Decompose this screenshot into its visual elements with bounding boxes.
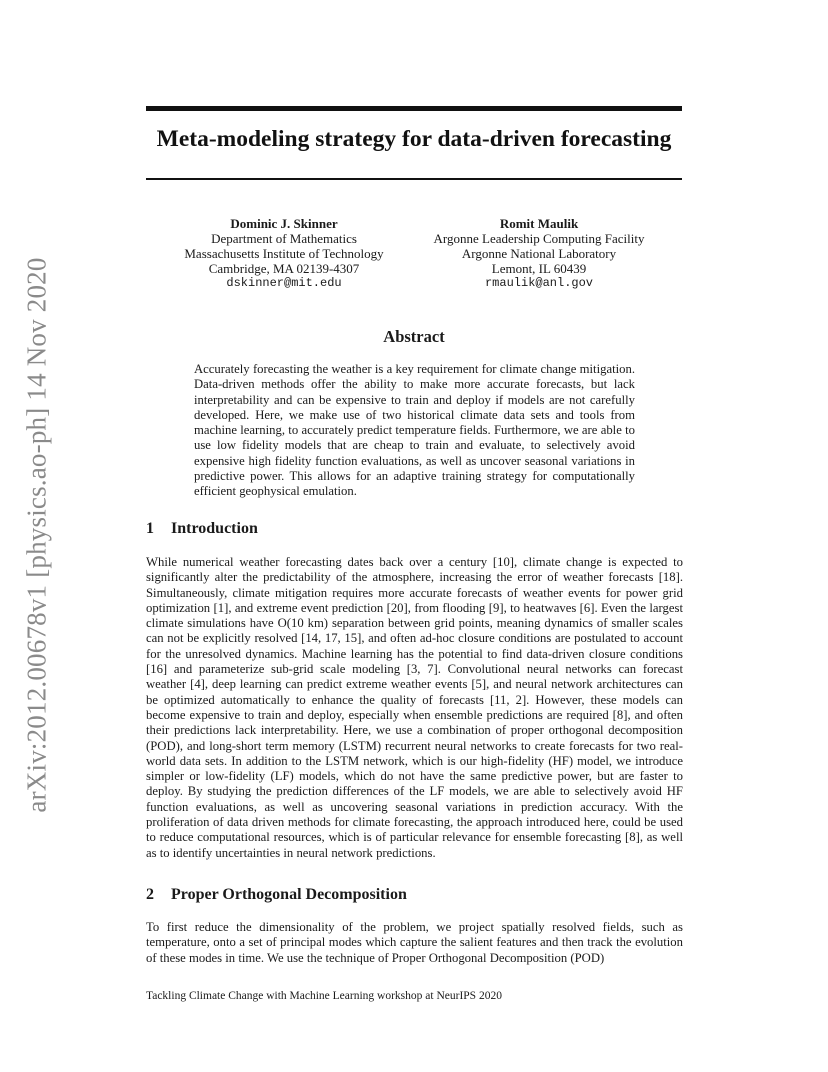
title-top-rule: [146, 106, 682, 111]
author-affiliation-line: Lemont, IL 60439: [491, 261, 587, 276]
section-title: Proper Orthogonal Decomposition: [171, 886, 407, 903]
workshop-footnote: Tackling Climate Change with Machine Learning workshop at NeurIPS 2020: [146, 990, 502, 1002]
author-affiliation-line: Argonne Leadership Computing Facility: [433, 231, 645, 246]
introduction-paragraph: While numerical weather forecasting dates back over a century [10], climate change is expected to significantly alter the predictability of the atmosphere, increasing the error of weather forecasts [18]. Simultaneously, climate mitigation requires more accurate forecasts of weather events for power grid optimization [1], and extreme event prediction [20], from flooding [9], to heatwaves [6]. Even the largest climate simulations have O(10 km) separation between grid points, meaning dynamics of smaller scales can not be explicitly resolved [14, 17, 15], and often ad-hoc closure conditions are postulated to account for the unresolved dynamics. Machine learning has the potential to find data-driven closure conditions [16] and parameterize sub-grid scale modeling [3, 7]. Convolutional neural networks can forecast weather [4], deep learning can predict extreme weather events [5], and neural network architectures can be optimized automatically to enhance the quality of forecasts [11, 2]. However, these models can become expensive to train and deploy, especially when ensemble predictions are required [8], and often their predictions lack interpretability. Here, we use a combination of proper orthogonal decomposition (POD), and long-short term memory (LSTM) recurrent neural networks to create forecasts for two real-world data sets. In addition to the LSTM network, which is our high-fidelity (HF) model, we introduce simpler or low-fidelity (LF) models, which do not have the same predictive power, but are faster to deploy. By studying the prediction differences of the LF models, we are able to selectively avoid HF function evaluations, as well as uncovering seasonal variations in prediction accuracy. With the proliferation of data driven methods for climate forecasting, the approach introduced here, could be used to reduce computational resources, which is of particular relevance for ensemble forecasting [8], as well as to identify uncertainties in neural network predictions.: [146, 555, 683, 860]
author-affiliation-line: Cambridge, MA 02139-4307: [208, 261, 360, 276]
abstract-text: Accurately forecasting the weather is a key requirement for climate change mitigation. Data-driven methods offer the ability to make more accurate forecasts, but lack interpretability and can be expensive to train and deploy if models are not carefully developed. Here, we make use of two historical climate data sets and tools from machine learning, to accurately predict temperature fields. Furthermore, we are able to use low fidelity models that are cheap to train and evaluate, to selectively avoid expensive high fidelity function evaluations, as well as uncover seasonal variations in predictive power. This allows for an adaptive training strategy for computationally efficient geophysical emulation.: [194, 362, 635, 499]
author-name: Dominic J. Skinner: [230, 216, 338, 231]
section-title: Introduction: [171, 520, 258, 537]
author-email: dskinner@mit.edu: [226, 276, 342, 290]
author-block-2: [410, 216, 668, 291]
author-name: Romit Maulik: [499, 216, 579, 231]
title-bottom-rule: [146, 178, 682, 180]
arxiv-identifier-text: arXiv:2012.00678v1 [physics.ao-ph] 14 Nov 2020: [21, 257, 52, 813]
abstract-heading: Abstract: [383, 327, 445, 346]
author-affiliation-line: Argonne National Laboratory: [461, 246, 617, 261]
author-affiliation-line: Massachusetts Institute of Technology: [184, 246, 384, 261]
section-heading-introduction: [146, 520, 258, 538]
pod-paragraph: To first reduce the dimensionality of the problem, we project spatially resolved fields, such as temperature, onto a set of principal modes which capture the salient features and then track the evolution of these modes in time. We use the technique of Proper Orthogonal Decomposition (POD): [146, 920, 683, 965]
author-block-1: [150, 216, 418, 291]
paper-title: Meta-modeling strategy for data-driven forecasting: [156, 126, 672, 152]
section-number: 2: [146, 886, 154, 903]
section-heading-pod: [146, 886, 407, 904]
section-number: 1: [146, 520, 154, 537]
author-affiliation-line: Department of Mathematics: [211, 231, 357, 246]
author-email: rmaulik@anl.gov: [484, 276, 594, 290]
arxiv-identifier-stamp: [14, 250, 60, 820]
